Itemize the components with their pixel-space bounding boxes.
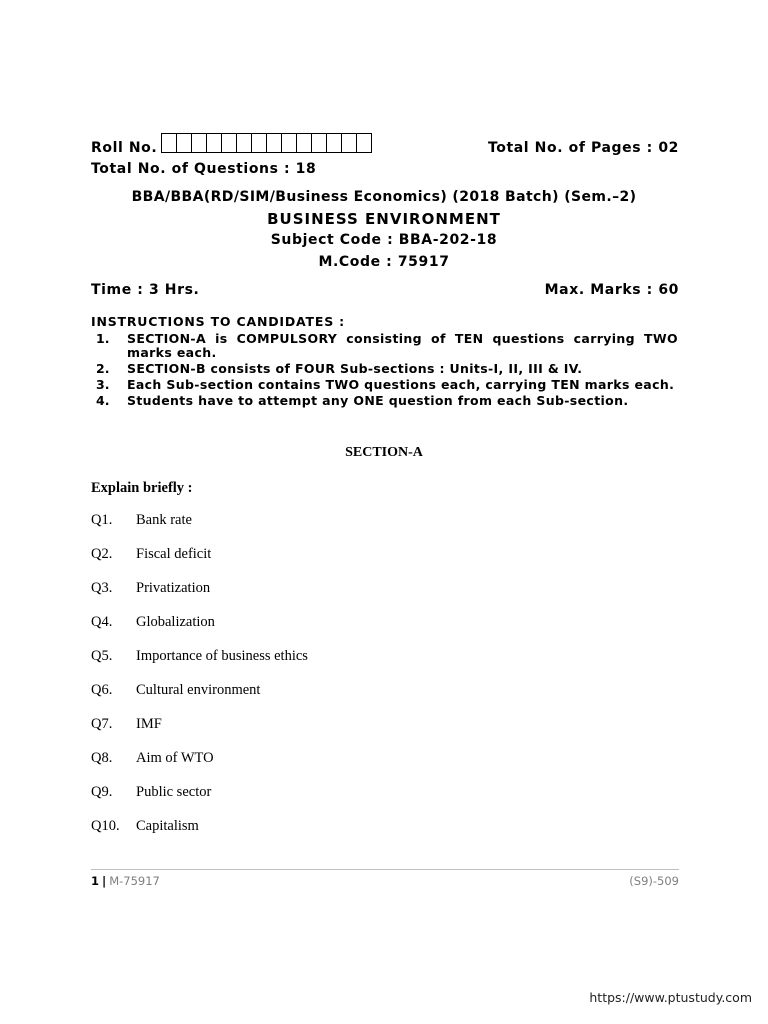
instruction-number: 2. <box>96 361 110 376</box>
question-number: Q3. <box>91 580 113 596</box>
roll-number-boxes <box>161 133 372 153</box>
footer-right-code: (S9)-509 <box>629 874 679 888</box>
footer-separator: | <box>102 874 107 888</box>
roll-box <box>356 133 372 153</box>
instruction-number: 3. <box>96 377 110 392</box>
question-text: Globalization <box>136 614 215 630</box>
question-number: Q8. <box>91 750 113 766</box>
instruction-text: SECTION-A is COMPULSORY consisting of TEN questions carrying TWO marks each. <box>127 331 678 360</box>
question-number: Q4. <box>91 614 113 630</box>
instructions-list <box>96 332 678 410</box>
instruction-number: 4. <box>96 393 110 408</box>
footer-code: M-75917 <box>109 874 160 888</box>
instruction-item <box>96 378 678 392</box>
question-number: Q1. <box>91 512 113 528</box>
instruction-text: Students have to attempt any ONE question from each Sub-section. <box>127 393 629 408</box>
question-text: Privatization <box>136 580 211 596</box>
footer-left <box>91 874 160 888</box>
roll-box <box>221 133 236 153</box>
question-number: Q2. <box>91 546 113 562</box>
subject-title: BUSINESS ENVIRONMENT <box>267 210 501 228</box>
total-questions: Total No. of Questions : 18 <box>91 161 317 177</box>
instruction-text: SECTION-B consists of FOUR Sub-sections : Units-I, II, III & IV. <box>127 361 583 376</box>
roll-box <box>161 133 176 153</box>
instruction-item <box>96 332 678 360</box>
roll-box <box>191 133 206 153</box>
question-text: Fiscal deficit <box>136 546 212 562</box>
roll-box <box>296 133 311 153</box>
roll-box <box>281 133 296 153</box>
subject-code: Subject Code : BBA-202-18 <box>270 232 498 248</box>
website-watermark: https://www.ptustudy.com <box>589 990 752 1005</box>
footer-divider <box>91 869 679 870</box>
instruction-text: Each Sub-section contains TWO questions each, carrying TEN marks each. <box>127 377 675 392</box>
roll-box <box>206 133 221 153</box>
instruction-item <box>96 394 678 408</box>
question-text: Capitalism <box>136 818 199 834</box>
m-code: M.Code : 75917 <box>318 254 450 270</box>
instruction-item <box>96 362 678 376</box>
roll-box <box>176 133 191 153</box>
instructions-heading: INSTRUCTIONS TO CANDIDATES : <box>91 314 345 329</box>
section-a-title: SECTION-A <box>345 445 423 460</box>
roll-box <box>251 133 266 153</box>
roll-box <box>311 133 326 153</box>
roll-box <box>236 133 251 153</box>
question-number: Q10. <box>91 818 120 834</box>
total-pages: Total No. of Pages : 02 <box>487 140 679 156</box>
question-text: Importance of business ethics <box>136 648 308 664</box>
roll-box <box>341 133 356 153</box>
course-line: BBA/BBA(RD/SIM/Business Economics) (2018 Batch) (Sem.–2) <box>131 189 637 205</box>
footer-page-number: 1 <box>91 874 100 888</box>
instruction-number: 1. <box>96 331 110 346</box>
question-number: Q5. <box>91 648 113 664</box>
question-number: Q7. <box>91 716 113 732</box>
roll-box <box>326 133 341 153</box>
question-text: Bank rate <box>136 512 192 528</box>
question-number: Q6. <box>91 682 113 698</box>
section-a-lead: Explain briefly : <box>91 480 193 496</box>
question-text: Public sector <box>136 784 212 800</box>
question-number: Q9. <box>91 784 113 800</box>
roll-number-row <box>91 133 679 155</box>
roll-box <box>266 133 281 153</box>
roll-number-label: Roll No. <box>91 140 158 156</box>
question-text: IMF <box>136 716 162 732</box>
time-allowed: Time : 3 Hrs. <box>91 282 200 298</box>
max-marks: Max. Marks : 60 <box>544 282 679 298</box>
question-text: Cultural environment <box>136 682 261 698</box>
question-text: Aim of WTO <box>136 750 214 766</box>
